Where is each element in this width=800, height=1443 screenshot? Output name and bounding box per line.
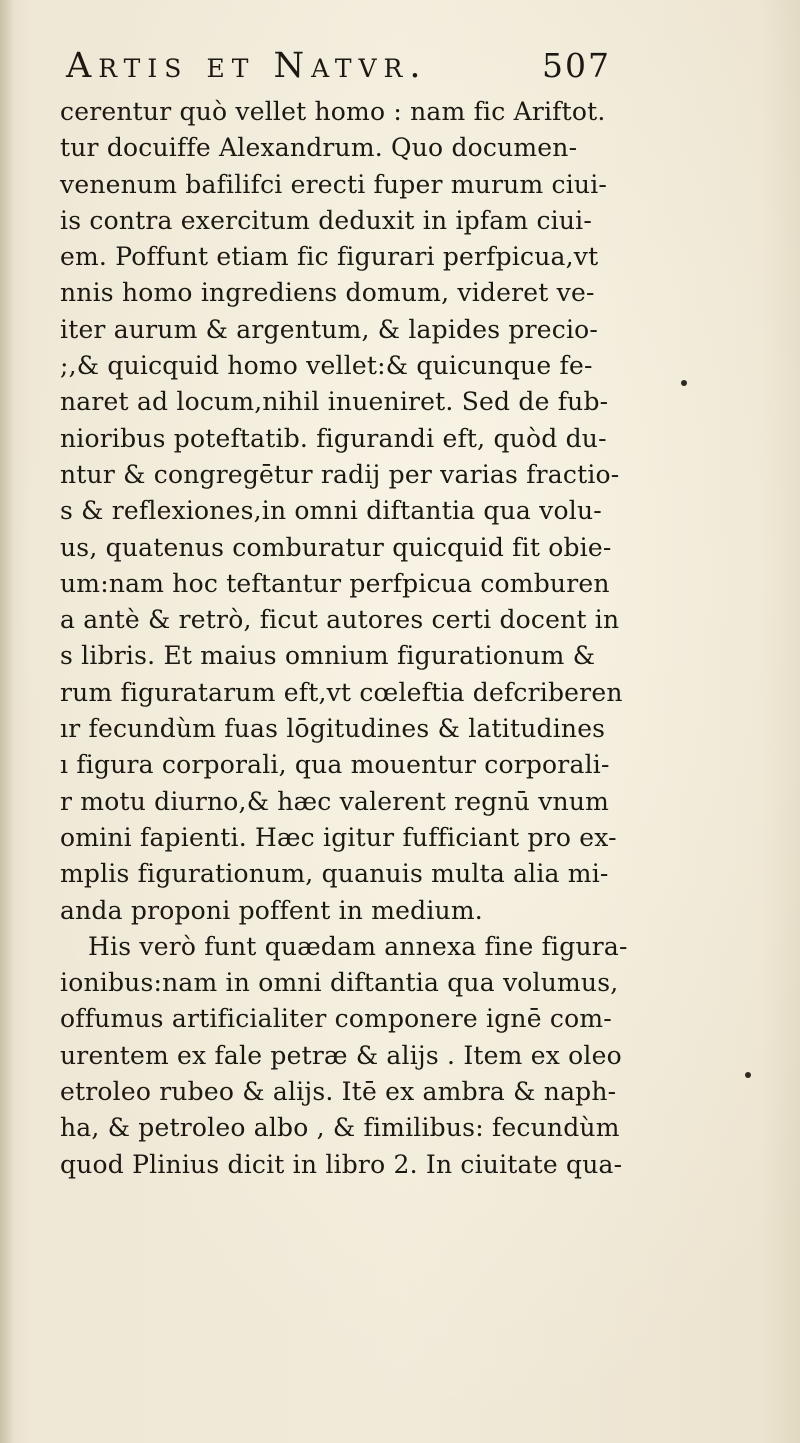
text-line: venenum bafilifci erecti fuper murum ciui- — [60, 169, 608, 199]
text-line: ;,& quicquid homo vellet:& quicunque fe- — [60, 351, 593, 381]
text-line: ır fecundùm fuas lōgitudines & latitudines — [60, 714, 606, 744]
text-line: omini fapienti. Hæc igitur fufficiant pro ex- — [60, 822, 617, 852]
paragraph-start-line: His verò funt quædam annexa fine figura- — [88, 931, 628, 961]
text-line: tur docuiffe Alexandrum. Quo documen- — [60, 133, 578, 163]
running-head — [66, 42, 726, 92]
text-line: cerentur quò vellet homo : nam fic Ariftot. — [60, 97, 606, 126]
text-line: s libris. Et maius omnium figurationum & — [60, 641, 596, 671]
ink-speck — [681, 380, 687, 386]
gutter-shadow — [0, 0, 14, 1443]
text-line: is contra exercitum deduxit in ipfam ciui- — [60, 205, 592, 235]
text-line: urentem ex fale petræ & alijs . Item ex oleo — [60, 1040, 622, 1070]
text-line: iter aurum & argentum, & lapides precio- — [60, 314, 599, 344]
text-line: em. Poffunt etiam fic figurari perfpicua,vt — [60, 242, 599, 272]
text-line: etroleo rubeo & alijs. Itē ex ambra & naph- — [60, 1077, 617, 1107]
running-title: Artis et Natvr. — [66, 46, 428, 86]
text-line: r motu diurno,& hæc valerent regnū vnum — [60, 786, 610, 816]
text-line: ha, & petroleo albo , & fimilibus: fecundùm — [60, 1113, 620, 1143]
text-line: offumus artificialiter componere ignē com- — [60, 1004, 612, 1034]
ink-speck — [745, 1072, 751, 1078]
text-line: anda proponi poffent in medium. — [60, 895, 483, 925]
text-line: nioribus poteftatib. figurandi eft, quòd du- — [60, 423, 607, 453]
text-line: ionibus:nam in omni diftantia qua volumus, — [60, 968, 619, 998]
text-line: ntur & congregētur radij per varias fractio- — [60, 459, 620, 489]
body-text — [60, 94, 760, 1183]
page-number: 507 — [542, 46, 611, 85]
text-line: quod Plinius dicit in libro 2. In ciuitate qua- — [60, 1149, 623, 1179]
text-line: ı figura corporali, qua mouentur corporali- — [60, 750, 610, 780]
text-line: us, quatenus comburatur quicquid fit obie- — [60, 532, 612, 562]
text-line: mplis figurationum, quanuis multa alia mi- — [60, 859, 609, 889]
text-line: a antè & retrò, ficut autores certi docent in — [60, 605, 620, 635]
text-line: um:nam hoc teftantur perfpicua comburen — [60, 568, 610, 598]
text-line: nnis homo ingrediens domum, videret ve- — [60, 278, 595, 308]
text-line: rum figuratarum eft,vt cœleftia defcriberen — [60, 677, 623, 707]
text-line: naret ad locum,nihil inueniret. Sed de fub- — [60, 387, 609, 417]
text-line: s & reflexiones,in omni diftantia qua volu- — [60, 496, 602, 526]
